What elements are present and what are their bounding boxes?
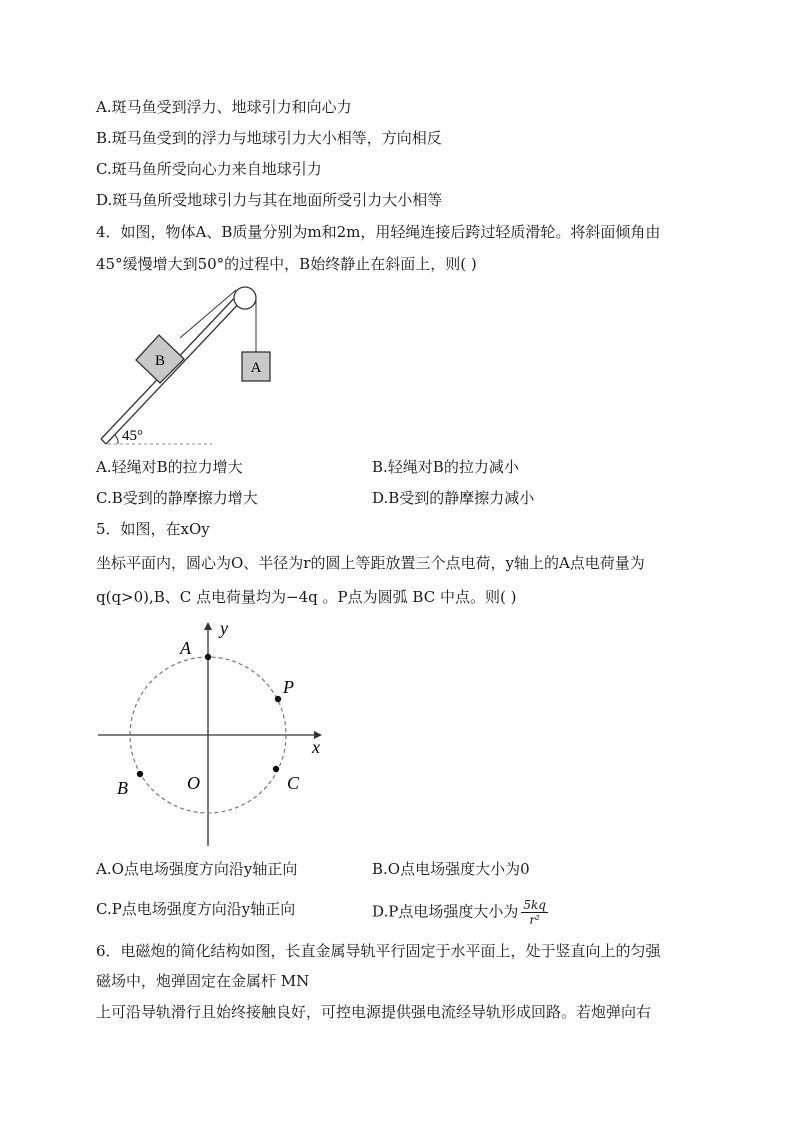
q4-option-a: A.轻绳对B的拉力增大	[96, 458, 243, 476]
label-b: B	[117, 778, 128, 798]
q4-stem-line1: 4．如图，物体A、B质量分别为m和2m，用轻绳连接后跨过轻质滑轮。将斜面倾角由	[96, 223, 661, 241]
block-a	[242, 352, 270, 381]
angle-label: 45°	[122, 428, 143, 444]
point-b	[137, 771, 143, 777]
q5-stem-line1: 5．如图，在xOy	[96, 520, 210, 538]
label-a: A	[180, 638, 191, 658]
point-a	[205, 654, 211, 660]
q5-option-c: C.P点电场强度方向沿y轴正向	[96, 900, 296, 918]
x-axis	[98, 731, 322, 739]
label-y: y	[220, 618, 228, 638]
q6-stem-line3: 上可沿导轨滑行且始终接触良好，可控电源提供强电流经导轨形成回路。若炮弹向右	[96, 1003, 652, 1021]
rope-to-b	[180, 290, 236, 338]
q5-option-a: A.O点电场强度方向沿y轴正向	[96, 860, 298, 878]
q5-option-d-text: D.P点电场强度大小为	[372, 902, 519, 921]
pulley	[234, 287, 256, 309]
block-b-label: B	[154, 353, 166, 369]
label-p: P	[283, 677, 294, 697]
point-c	[273, 766, 279, 772]
q3-option-d: D.斑马鱼所受地球引力与其在地面所受引力大小相等	[96, 191, 443, 209]
label-o: O	[187, 773, 200, 793]
q4-incline-figure	[90, 282, 280, 448]
label-x: x	[312, 737, 320, 757]
q5-option-d-fraction	[521, 899, 548, 926]
q3-option-a: A.斑马鱼受到浮力、地球引力和向心力	[96, 98, 352, 116]
fraction-denominator: r²	[529, 913, 540, 927]
block-a-label: A	[250, 360, 262, 376]
q4-option-c: C.B受到的静摩擦力增大	[96, 489, 258, 507]
q3-option-c: C.斑马鱼所受向心力来自地球引力	[96, 160, 322, 178]
angle-arc	[115, 435, 118, 444]
q5-option-b: B.O点电场强度大小为0	[372, 860, 530, 878]
q5-stem-line3: q(q>0),B、C 点电荷量均为−4q 。P点为圆弧 BC 中点。则( )	[96, 588, 517, 606]
block-b	[136, 335, 184, 383]
q4-option-b: B.轻绳对B的拉力减小	[372, 458, 519, 476]
q5-stem-line2: 坐标平面内，圆心为O、半径为r的圆上等距放置三个点电荷，y轴上的A点电荷量为	[96, 554, 645, 572]
q3-option-b: B.斑马鱼受到的浮力与地球引力大小相等，方向相反	[96, 129, 442, 147]
fraction-numerator: 5kq	[523, 898, 546, 912]
q5-circle-figure	[90, 612, 340, 852]
q5-option-d	[372, 899, 548, 926]
point-p	[275, 696, 281, 702]
label-c: C	[287, 773, 300, 793]
q4-stem-line2: 45°缓慢增大到50°的过程中，B始终静止在斜面上，则( )	[96, 255, 477, 273]
q4-option-d: D.B受到的静摩擦力减小	[372, 489, 535, 507]
q6-stem-line1: 6．电磁炮的简化结构如图，长直金属导轨平行固定于水平面上，处于竖直向上的匀强	[96, 942, 661, 960]
q6-stem-line2: 磁场中，炮弹固定在金属杆 MN	[96, 972, 310, 990]
